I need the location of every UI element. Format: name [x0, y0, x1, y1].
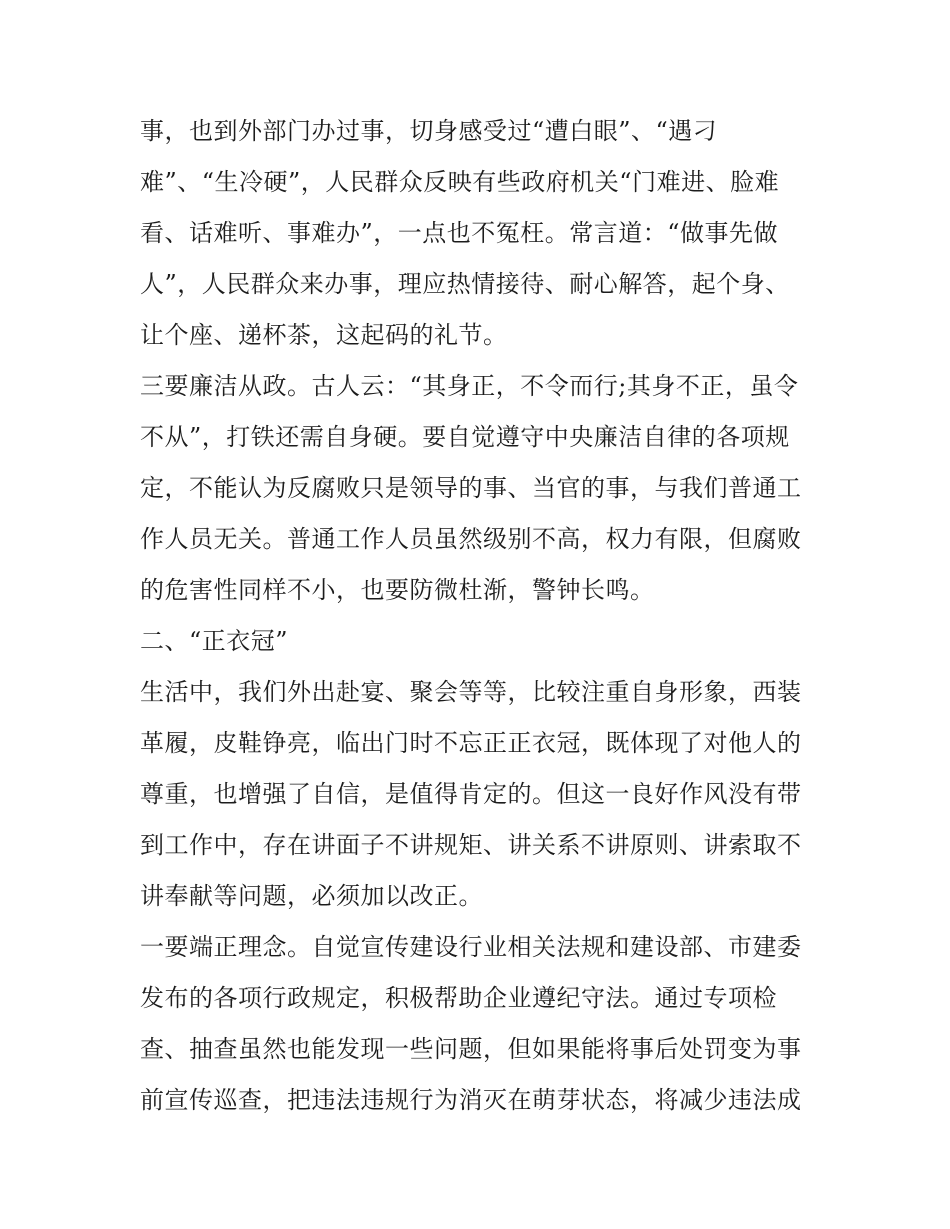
text-line: 让个座、递杯茶，这起码的礼节。	[140, 321, 508, 349]
text-line: 定，不能认为反腐败只是领导的事、当官的事，与我们普通工	[140, 474, 802, 502]
text-line: 人”，人民群众来办事，理应热情接待、耐心解答，起个身、	[140, 270, 790, 298]
text-line: 尊重，也增强了自信，是值得肯定的。但这一良好作风没有带	[140, 780, 802, 808]
text-line: 生活中，我们外出赴宴、聚会等等，比较注重自身形象，西装	[140, 678, 802, 706]
text-line: 一要端正理念。自觉宣传建设行业相关法规和建设部、市建委	[140, 933, 802, 961]
text-line: 看、话难听、事难办”，一点也不冤枉。常言道：“做事先做	[140, 219, 779, 247]
text-line: 事，也到外部门办过事，切身感受过“遭白眼”、“遇刁	[140, 117, 718, 145]
text-line: 三要廉洁从政。古人云：“其身正，不令而行;其身不正，虽令	[140, 372, 799, 400]
text-line: 查、抽查虽然也能发现一些问题，但如果能将事后处罚变为事	[140, 1035, 802, 1063]
text-line: 到工作中，存在讲面子不讲规矩、讲关系不讲原则、讲索取不	[140, 831, 802, 859]
document-body	[140, 106, 820, 1126]
text-line: 发布的各项行政规定，积极帮助企业遵纪守法。通过专项检	[140, 984, 777, 1012]
text-line: 难”、“生冷硬”，人民群众反映有些政府机关“门难进、脸难	[140, 168, 780, 196]
text-line: 讲奉献等问题，必须加以改正。	[140, 882, 483, 910]
text-line: 的危害性同样不小，也要防微杜渐，警钟长鸣。	[140, 576, 655, 604]
text-line: 革履，皮鞋铮亮，临出门时不忘正正衣冠，既体现了对他人的	[140, 729, 802, 757]
text-line: 作人员无关。普通工作人员虽然级别不高，权力有限，但腐败	[140, 525, 802, 553]
section-heading: 二、“正衣冠”	[140, 627, 289, 655]
text-line: 前宣传巡查，把违法违规行为消灭在萌芽状态，将减少违法成	[140, 1086, 802, 1114]
text-line: 不从”，打铁还需自身硬。要自觉遵守中央廉洁自律的各项规	[140, 423, 790, 451]
